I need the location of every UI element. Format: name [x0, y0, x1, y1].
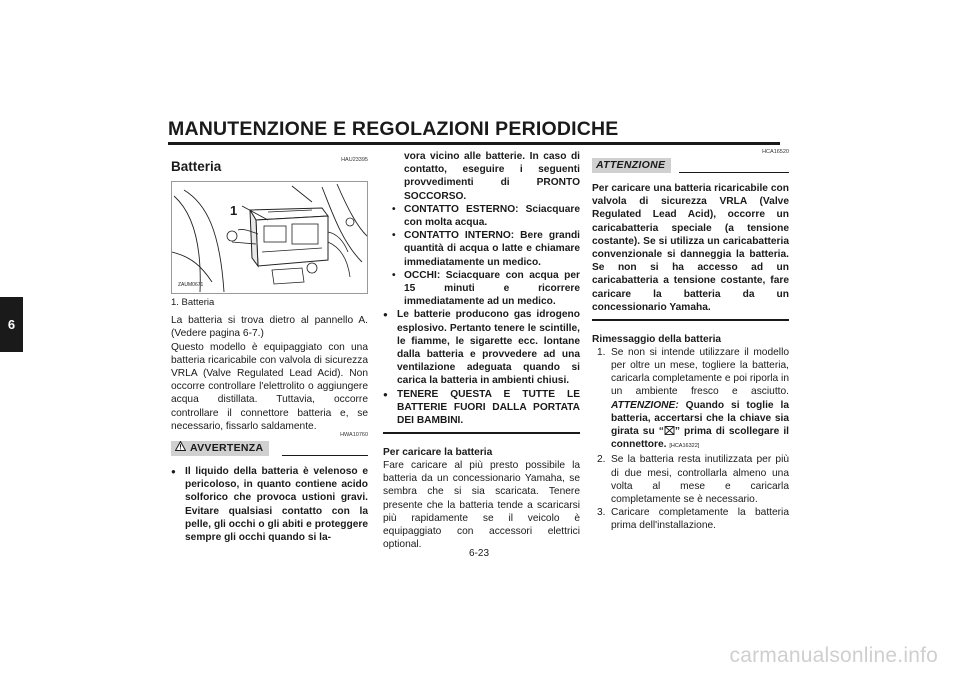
numbered-item [592, 346, 789, 454]
figure-code: ZAUM0671 [178, 282, 204, 288]
subsection-title: Rimessaggio della batteria [592, 333, 722, 345]
warning-bullet: ● Il liquido della batteria è velenoso e pericoloso, in quanto contiene acido solforico che provoca ustioni gravi. Evitare qualsiasi contatto con la pelle, gli occhi o gli abiti e proteggere sempre gli occhi quando si la- [171, 465, 368, 544]
column-3 [592, 150, 789, 533]
item-number: 1. [597, 346, 606, 358]
section-title: Batteria [171, 159, 222, 174]
caution-label [592, 158, 671, 173]
column-1 [171, 150, 368, 544]
column-2 [383, 150, 580, 551]
caution-code: HCA16520 [762, 149, 789, 155]
item-text: Caricare completamente la batteria prima dell'installazione. [611, 507, 789, 532]
watermark: carmanualsonline.info [729, 644, 938, 667]
figure-caption: 1. Batteria [171, 297, 215, 308]
warning-label-text: AVVERTENZA [190, 441, 264, 454]
attention-text: ” prima di scollegare il connettore. [611, 425, 789, 451]
attention-code: [HCA16322] [669, 443, 700, 450]
figure-callout: 1 [230, 203, 238, 218]
warning-rule [282, 455, 368, 456]
item-text: Se non si intende utilizzare il modello per oltre un mese, togliere la batteria, caricarla completamente e poi riporla in un ambiente fresco e asciutto. [611, 346, 789, 398]
battery-figure [171, 181, 368, 294]
caution-text: Per caricare una batteria ricaricabile con valvola di sicurezza VRLA (Valve Regulated Lead Acid), occorre un caricabatteria speciale (a tensione costante). Se si utilizza un caricabatteria convenzionale si danneggia la batteria. Se non si ha accesso ad un caricabatteria a tensione costante, fare caricare la batteria da un concessionario Yamaha. [592, 183, 789, 313]
paragraph: Questo modello è equipaggiato con una batteria ricaricabile con valvola di sicurezza VRLA (Valve Regulated Lead Acid). Non occorre controllare l'elettrolito o aggiungere acqua distillata. Tuttavia, occorre controllare il connettore batteria e, se necessario, fissarlo saldamente. [171, 341, 368, 432]
page-number: 6-23 [469, 548, 490, 559]
caution-rule [679, 172, 789, 173]
numbered-item [592, 506, 789, 532]
warning-continuation: vora vicino alle batterie. In caso di contatto, eseguire i seguenti provvedimenti di PRONTO SOCCORSO. [404, 151, 580, 202]
attention-text: Quando si toglie la batteria, accertarsi che la chiave sia girata su “ [611, 399, 789, 437]
caution-header [592, 149, 789, 182]
first-aid-item: • CONTATTO ESTERNO: Sciacquare con molta acqua. [383, 203, 580, 229]
warning-bullet: ● TENERE QUESTA E TUTTE LE BATTERIE FUORI DALLA PORTATA DEI BAMBINI. [383, 388, 580, 428]
attention-label: ATTENZIONE: [611, 399, 679, 411]
item-number: 2. [597, 454, 606, 466]
header-rule [168, 142, 780, 145]
warning-end-rule [383, 432, 580, 434]
subsection-title: Per caricare la batteria [383, 446, 493, 458]
page-title: MANUTENZIONE E REGOLAZIONI PERIODICHE [168, 118, 619, 140]
item-text: Se la batteria resta inutilizzata per più di due mesi, controllarla almeno una volta al mese e caricarla completamente se è necessario. [611, 454, 789, 505]
warning-triangle-icon [175, 441, 186, 455]
warning-bullet: ● Le batterie producono gas idrogeno esplosivo. Pertanto tenere le scintille, le fiamme, le sigarette ecc. lontane dalla batteria e provvedere ad una ventilazione adeguata quando si carica la batteria in ambienti chiusi. [383, 308, 580, 387]
section-code: HAU23395 [341, 157, 368, 163]
item-number: 3. [597, 507, 606, 519]
warning-code: HWA10760 [340, 432, 368, 439]
page-header [168, 118, 780, 140]
first-aid-item: • OCCHI: Sciacquare con acqua per 15 minuti e ricorrere immediatamente ad un medico. [383, 269, 580, 309]
chapter-tab [0, 297, 23, 352]
paragraph: Fare caricare al più presto possibile la batteria da un concessionario Yamaha, se sembra che si sia scaricata. Tenere presente che la batteria tende a scaricarsi più rapidamente se il veicolo è equipaggiato con accessori elettrici optional. [383, 459, 580, 551]
chapter-tab-label: 6 [7, 316, 16, 332]
first-aid-item: • CONTATTO INTERNO: Bere grandi quantità di acqua o latte e chiamare immediatamente un medico. [383, 229, 580, 269]
caution-label-text: ATTENZIONE [596, 158, 666, 171]
caution-end-rule [592, 319, 789, 321]
battery-illustration [172, 182, 368, 294]
key-off-icon [664, 426, 675, 437]
warning-label [171, 441, 269, 456]
warning-header [171, 432, 368, 465]
numbered-item [592, 453, 789, 506]
paragraph: La batteria si trova dietro al pannello A. (Vedere pagina 6-7.) [171, 315, 368, 340]
